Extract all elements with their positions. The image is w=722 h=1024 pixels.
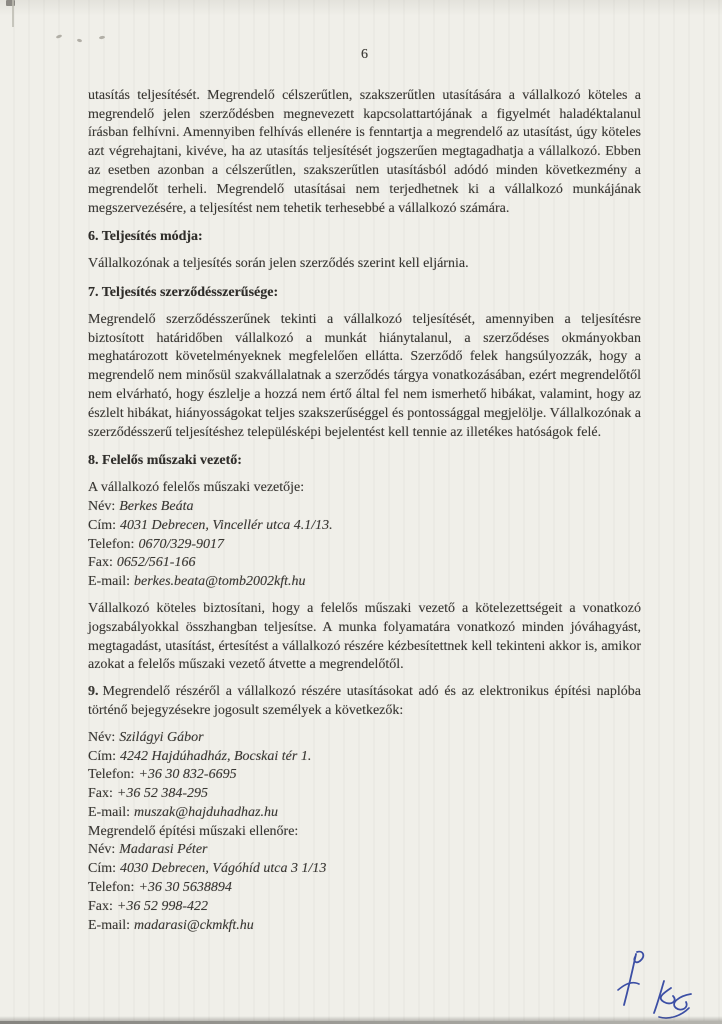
contact-name-row bbox=[88, 729, 641, 748]
contact-address-value: 4030 Debrecen, Vágóhíd utca 3 1/13 bbox=[120, 861, 327, 877]
pencil-speck bbox=[56, 34, 63, 39]
inspector-heading: Megrendelő építési műszaki ellenőre: bbox=[88, 823, 299, 839]
contact-name-value: Szilágyi Gábor bbox=[119, 729, 204, 745]
document-body bbox=[88, 0, 641, 935]
contact-fax-row bbox=[88, 898, 641, 917]
section-6-body: Vállalkozónak a teljesítés során jelen szerződés szerint kell eljárnia. bbox=[88, 256, 469, 272]
phone-label: Telefon: bbox=[88, 767, 135, 783]
contact-fax-row bbox=[88, 785, 641, 804]
contact-phone-row bbox=[88, 766, 641, 785]
contact-phone-row bbox=[88, 879, 641, 898]
contact-phone-value: +36 30 5638894 bbox=[138, 880, 232, 896]
phone-label: Telefon: bbox=[88, 536, 135, 552]
contact-email-row bbox=[88, 804, 641, 823]
contact-email-value: berkes.beata@tomb2002kft.hu bbox=[134, 574, 306, 590]
contact-email-value: muszak@hajduhadhaz.hu bbox=[134, 804, 278, 820]
pencil-speck bbox=[77, 38, 83, 42]
section-8-heading: 8. Felelős műszaki vezető: bbox=[88, 453, 242, 469]
contact-email-row bbox=[88, 573, 641, 592]
intro-paragraph: utasítás teljesítését. Megrendelő célszerűtlen, szakszerűtlen utasítására a vállalkozó köteles a megrendelő jelen szerződésben megnevezett kapcsolattartójának a figyelmét haladéktalanul írásban felhívni. Amennyiben felhívás ellenére is fenntartja a megrendelő az utasítást, úgy köteles azt végrehajtani, kivéve, ha az utasítás teljesítését jogszerűen megtagadhatja a vállalkozó. Ebben az esetben azonban a célszerűtlen, szakszerűtlen utasításból adódó minden következmény a megrendelőt terheli. Megrendelő utasításai nem terjedhetnek ki a vállalkozó munkájának megszervezésére, a teljesítést nem tehetik terhesebbé a vállalkozó számára. bbox=[88, 87, 641, 216]
section-8-body: Vállalkozó köteles biztosítani, hogy a felelős műszaki vezető a kötelezettségeit a vonatkozó jogszabályokkal összhangban teljesítse. A munka folyamatára vonatkozó minden jóváhagyást, megtagadást, utasítást, értesítést a vállalkozó részére kézbesítettnek kell tekinteni akkor is, amikor azokat a felelős műszaki vezető átvette a megrendelőtől. bbox=[88, 600, 641, 673]
page-number: 6 bbox=[361, 47, 368, 62]
email-label: E-mail: bbox=[88, 804, 130, 820]
fax-label: Fax: bbox=[88, 786, 113, 802]
email-label: E-mail: bbox=[88, 917, 130, 933]
address-label: Cím: bbox=[88, 861, 117, 877]
contact-phone-row bbox=[88, 536, 641, 555]
contact-name-row bbox=[88, 498, 641, 517]
signature-stroke bbox=[674, 994, 691, 1010]
contact-email-value: madarasi@ckmkft.hu bbox=[134, 917, 254, 933]
contact-name-value: Madarasi Péter bbox=[119, 842, 208, 858]
contact-fax-row bbox=[88, 554, 641, 573]
contact-address-row bbox=[88, 517, 641, 536]
handwritten-initials bbox=[585, 928, 715, 1023]
contact-address-row bbox=[88, 748, 641, 767]
contact-phone-value: 0670/329-9017 bbox=[138, 536, 225, 552]
section-9-intro bbox=[88, 683, 641, 721]
address-label: Cím: bbox=[88, 517, 117, 533]
section-9-intro-text: Megrendelő részéről a vállalkozó részére utasításokat adó és az elektronikus építési naplóba történő bejegyzésekre jogosult személyek a következők: bbox=[88, 684, 641, 718]
signature-stroke bbox=[654, 981, 664, 1013]
email-label: E-mail: bbox=[88, 574, 130, 590]
section-7-body: Megrendelő szerződésszerűnek tekinti a vállalkozó teljesítését, amennyiben a teljesítésre biztosított határidőben vállalkozó a munkát hiánytalanul, a szerződéses okmányokban meghatározott követelményeknek megfelelően ellátta. Szerződő felek hangsúlyozzák, hogy a megrendelő nem minősül szakvállalatnak a szerződés tárgya vonatkozásában, ezért megrendelőtől nem elvárható, hogy észlelje a hozzá nem értő által fel nem ismerhető hibákat, valamint, hogy az észlelt hibákat, hiányosságokat teljes szakszerűséggel és pontossággal megjelölje. Vállalkozónak a szerződésszerű teljesítéshez településképi bejelentést kell tennie az illetékes hatóságok felé. bbox=[88, 311, 641, 440]
contact-name-value: Berkes Beáta bbox=[119, 498, 194, 514]
contact-email-row bbox=[88, 917, 641, 936]
name-label: Név: bbox=[88, 729, 116, 745]
contact-phone-value: +36 30 832-6695 bbox=[138, 767, 237, 783]
section-9-number: 9. bbox=[88, 684, 99, 700]
contact-fax-value: +36 52 384-295 bbox=[116, 786, 208, 802]
section-7-heading: 7. Teljesítés szerződésszerűsége: bbox=[88, 284, 279, 300]
scan-edge-line bbox=[12, 0, 14, 27]
contact-address-value: 4242 Hajdúhadház, Bocskai tér 1. bbox=[120, 748, 312, 764]
contact-fax-value: 0652/561-166 bbox=[116, 555, 196, 571]
fax-label: Fax: bbox=[88, 898, 113, 914]
section-6-heading: 6. Teljesítés módja: bbox=[88, 229, 203, 245]
signature-stroke bbox=[661, 988, 675, 1003]
section-8-intro: A vállalkozó felelős műszaki vezetője: bbox=[88, 480, 305, 496]
address-label: Cím: bbox=[88, 748, 117, 764]
fax-label: Fax: bbox=[88, 555, 113, 571]
signature-stroke bbox=[624, 954, 636, 1005]
name-label: Név: bbox=[88, 842, 116, 858]
contact-fax-value: +36 52 998-422 bbox=[116, 898, 208, 914]
contact-name-row bbox=[88, 841, 641, 860]
name-label: Név: bbox=[88, 498, 116, 514]
contact-address-value: 4031 Debrecen, Vincellér utca 4.1/13. bbox=[120, 517, 333, 533]
contact-address-row bbox=[88, 860, 641, 879]
phone-label: Telefon: bbox=[88, 880, 135, 896]
